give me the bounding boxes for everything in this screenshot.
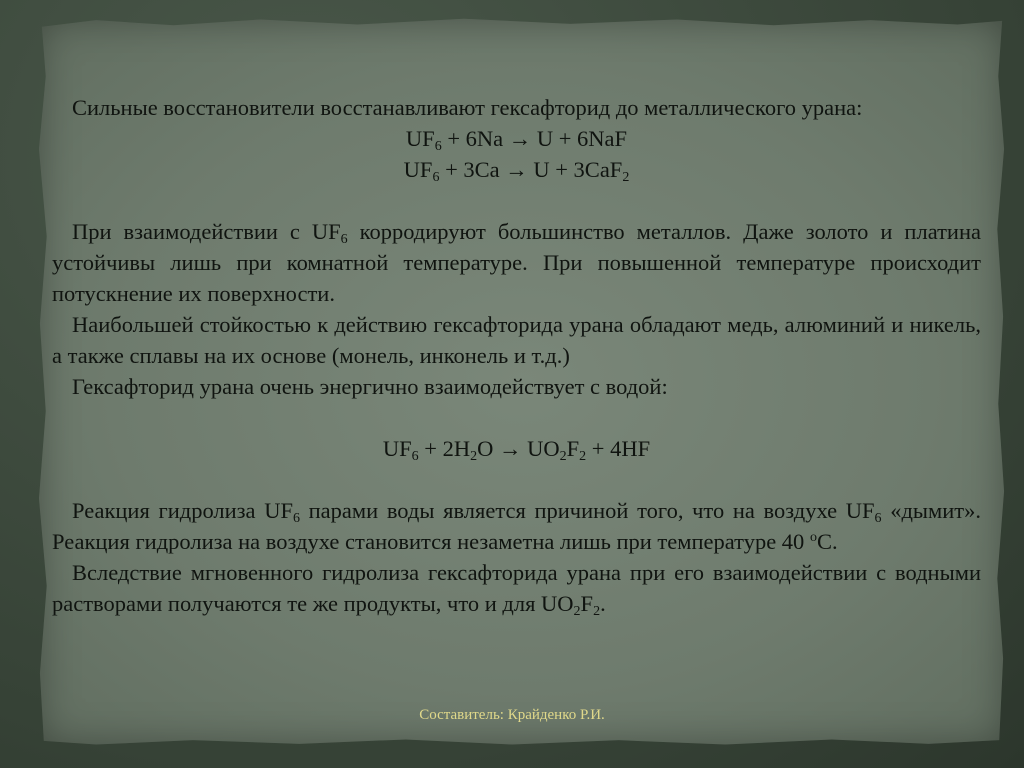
paragraph-corrosion: При взаимодействии с $UF_6$ корродируют большинство металлов. Даже золото и платина устойчивы лишь при комнатной температуре. При повышенной температуре происходит потускнение их поверхности. [52, 219, 981, 306]
paragraph-reducers: Сильные восстановители восстанавливают гексафторид до металлического урана: [72, 95, 863, 120]
paragraph-resistance: Наибольшей стойкостью к действию гексафторида урана обладают медь, алюминий и никель, а также сплавы на их основе (монель, инконель и т.д.) [52, 312, 981, 368]
paragraph-hydrolysis-air: Реакция гидролиза $UF_6$ парами воды является причиной того, что на воздухе $UF_6$ «дымит». Реакция гидролиза на воздухе становится незаметна лишь при температуре 40 $^о$С. [52, 498, 982, 554]
equation-calcium: $UF_6 + 3Ca \to U + 3CaF_2$ [403, 157, 630, 185]
equation-sodium: $UF_6 + 6Na \to U + 6NaF$ [405, 126, 628, 154]
paragraph-aqueous-solutions: Вследствие мгновенного гидролиза гексафторида урана при его взаимодействии с водными растворами получаются те же продукты, что и для $UO_2F_2$. [52, 560, 981, 619]
paragraph-water-reaction: Гексафторид урана очень энергично взаимодействует с водой: [72, 374, 668, 399]
equation-hydrolysis: $UF_6 + 2H_2O \to UO_2F_2 + 4HF$ [382, 436, 651, 464]
footer-author: Составитель: Крайденко Р.И. [419, 707, 605, 723]
slide-content [52, 92, 981, 619]
